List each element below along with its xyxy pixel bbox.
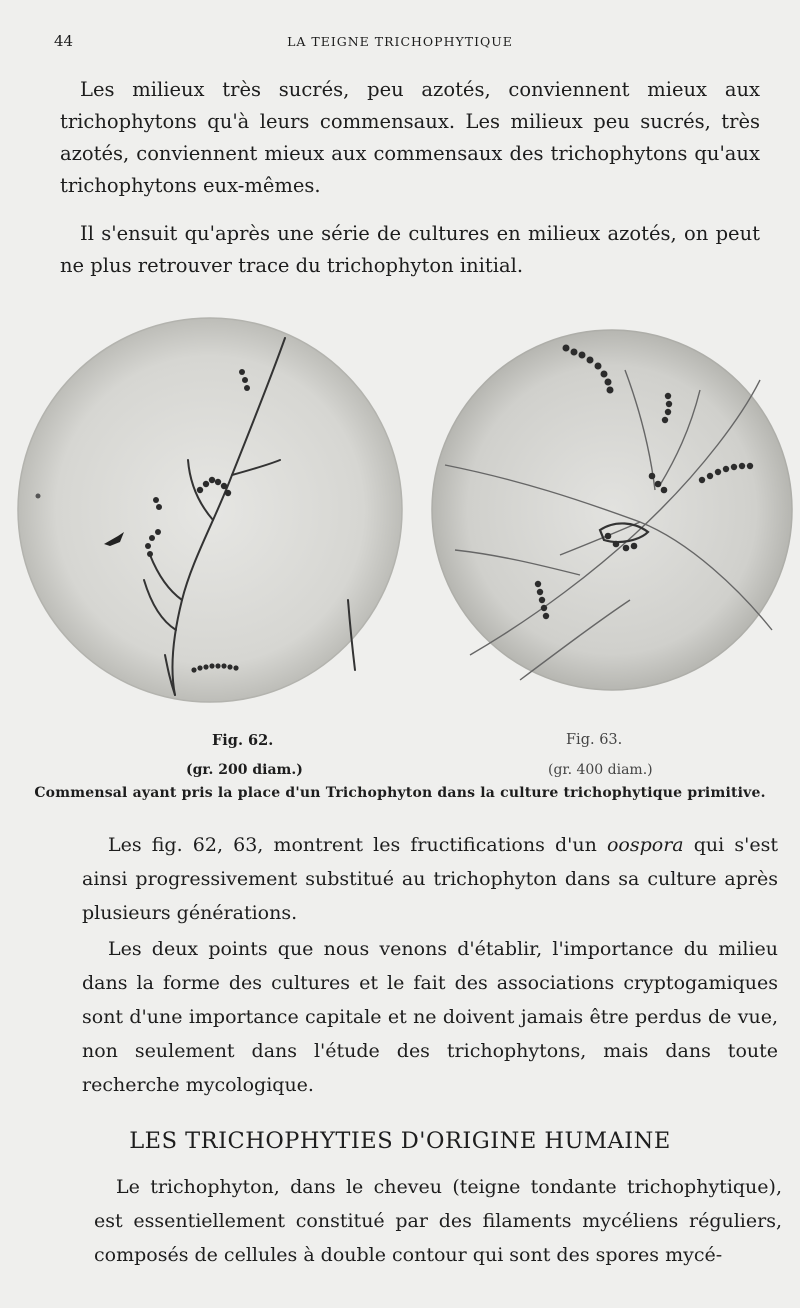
figure-62-label: Fig. 62. — [212, 732, 274, 749]
running-head: LA TEIGNE TRICHOPHYTIQUE — [287, 34, 513, 49]
paragraph-2: Il s'ensuit qu'après une série de cultures en milieux azotés, on peut ne plus retrouver trace du trichophyton initial. — [60, 222, 760, 277]
paragraph-3 — [82, 828, 778, 930]
figure-63-scale: (gr. 400 diam.) — [548, 762, 653, 778]
paragraph-3-end: qui s'est ainsi progressivement substitué au trichophyton dans sa culture après plusieurs générations. — [82, 834, 778, 924]
figure-63-label: Fig. 63. — [566, 732, 623, 748]
paragraph-3-start: Les fig. 62, 63, montrent les fructifications d'un — [108, 834, 607, 856]
figure-63-micrograph — [432, 330, 792, 690]
figure-legend: Commensal ayant pris la place d'un Trichophyton dans la culture trichophytique primitive. — [34, 785, 766, 801]
micrograph-plates — [0, 300, 800, 720]
section-title: LES TRICHOPHYTIES D'ORIGINE HUMAINE — [129, 1128, 671, 1154]
paragraph-5: Le trichophyton, dans le cheveu (teigne tondante trichophytique), est essentiellement constitué par des filaments mycéliens réguliers, composés de cellules à double contour qui sont des spores mycé- — [94, 1176, 782, 1266]
figure-62-micrograph — [18, 318, 402, 702]
paragraph-1: Les milieux très sucrés, peu azotés, conviennent mieux aux trichophytons qu'à leurs commensaux. Les milieux peu sucrés, très azotés, conviennent mieux aux commensaux des trichophytons qu'aux trichophytons eux-mêmes. — [60, 78, 760, 197]
paragraph-4: Les deux points que nous venons d'établir, l'importance du milieu dans la forme des cultures et le fait des associations cryptogamiques sont d'une importance capitale et ne doivent jamais être perdus de vue, non seulement dans l'étude des trichophytons, mais dans toute recherche mycologique. — [82, 938, 778, 1096]
page-number: 44 — [54, 32, 74, 50]
figure-62-scale: (gr. 200 diam.) — [186, 762, 303, 778]
paragraph-3-italic: oospora — [606, 834, 684, 856]
